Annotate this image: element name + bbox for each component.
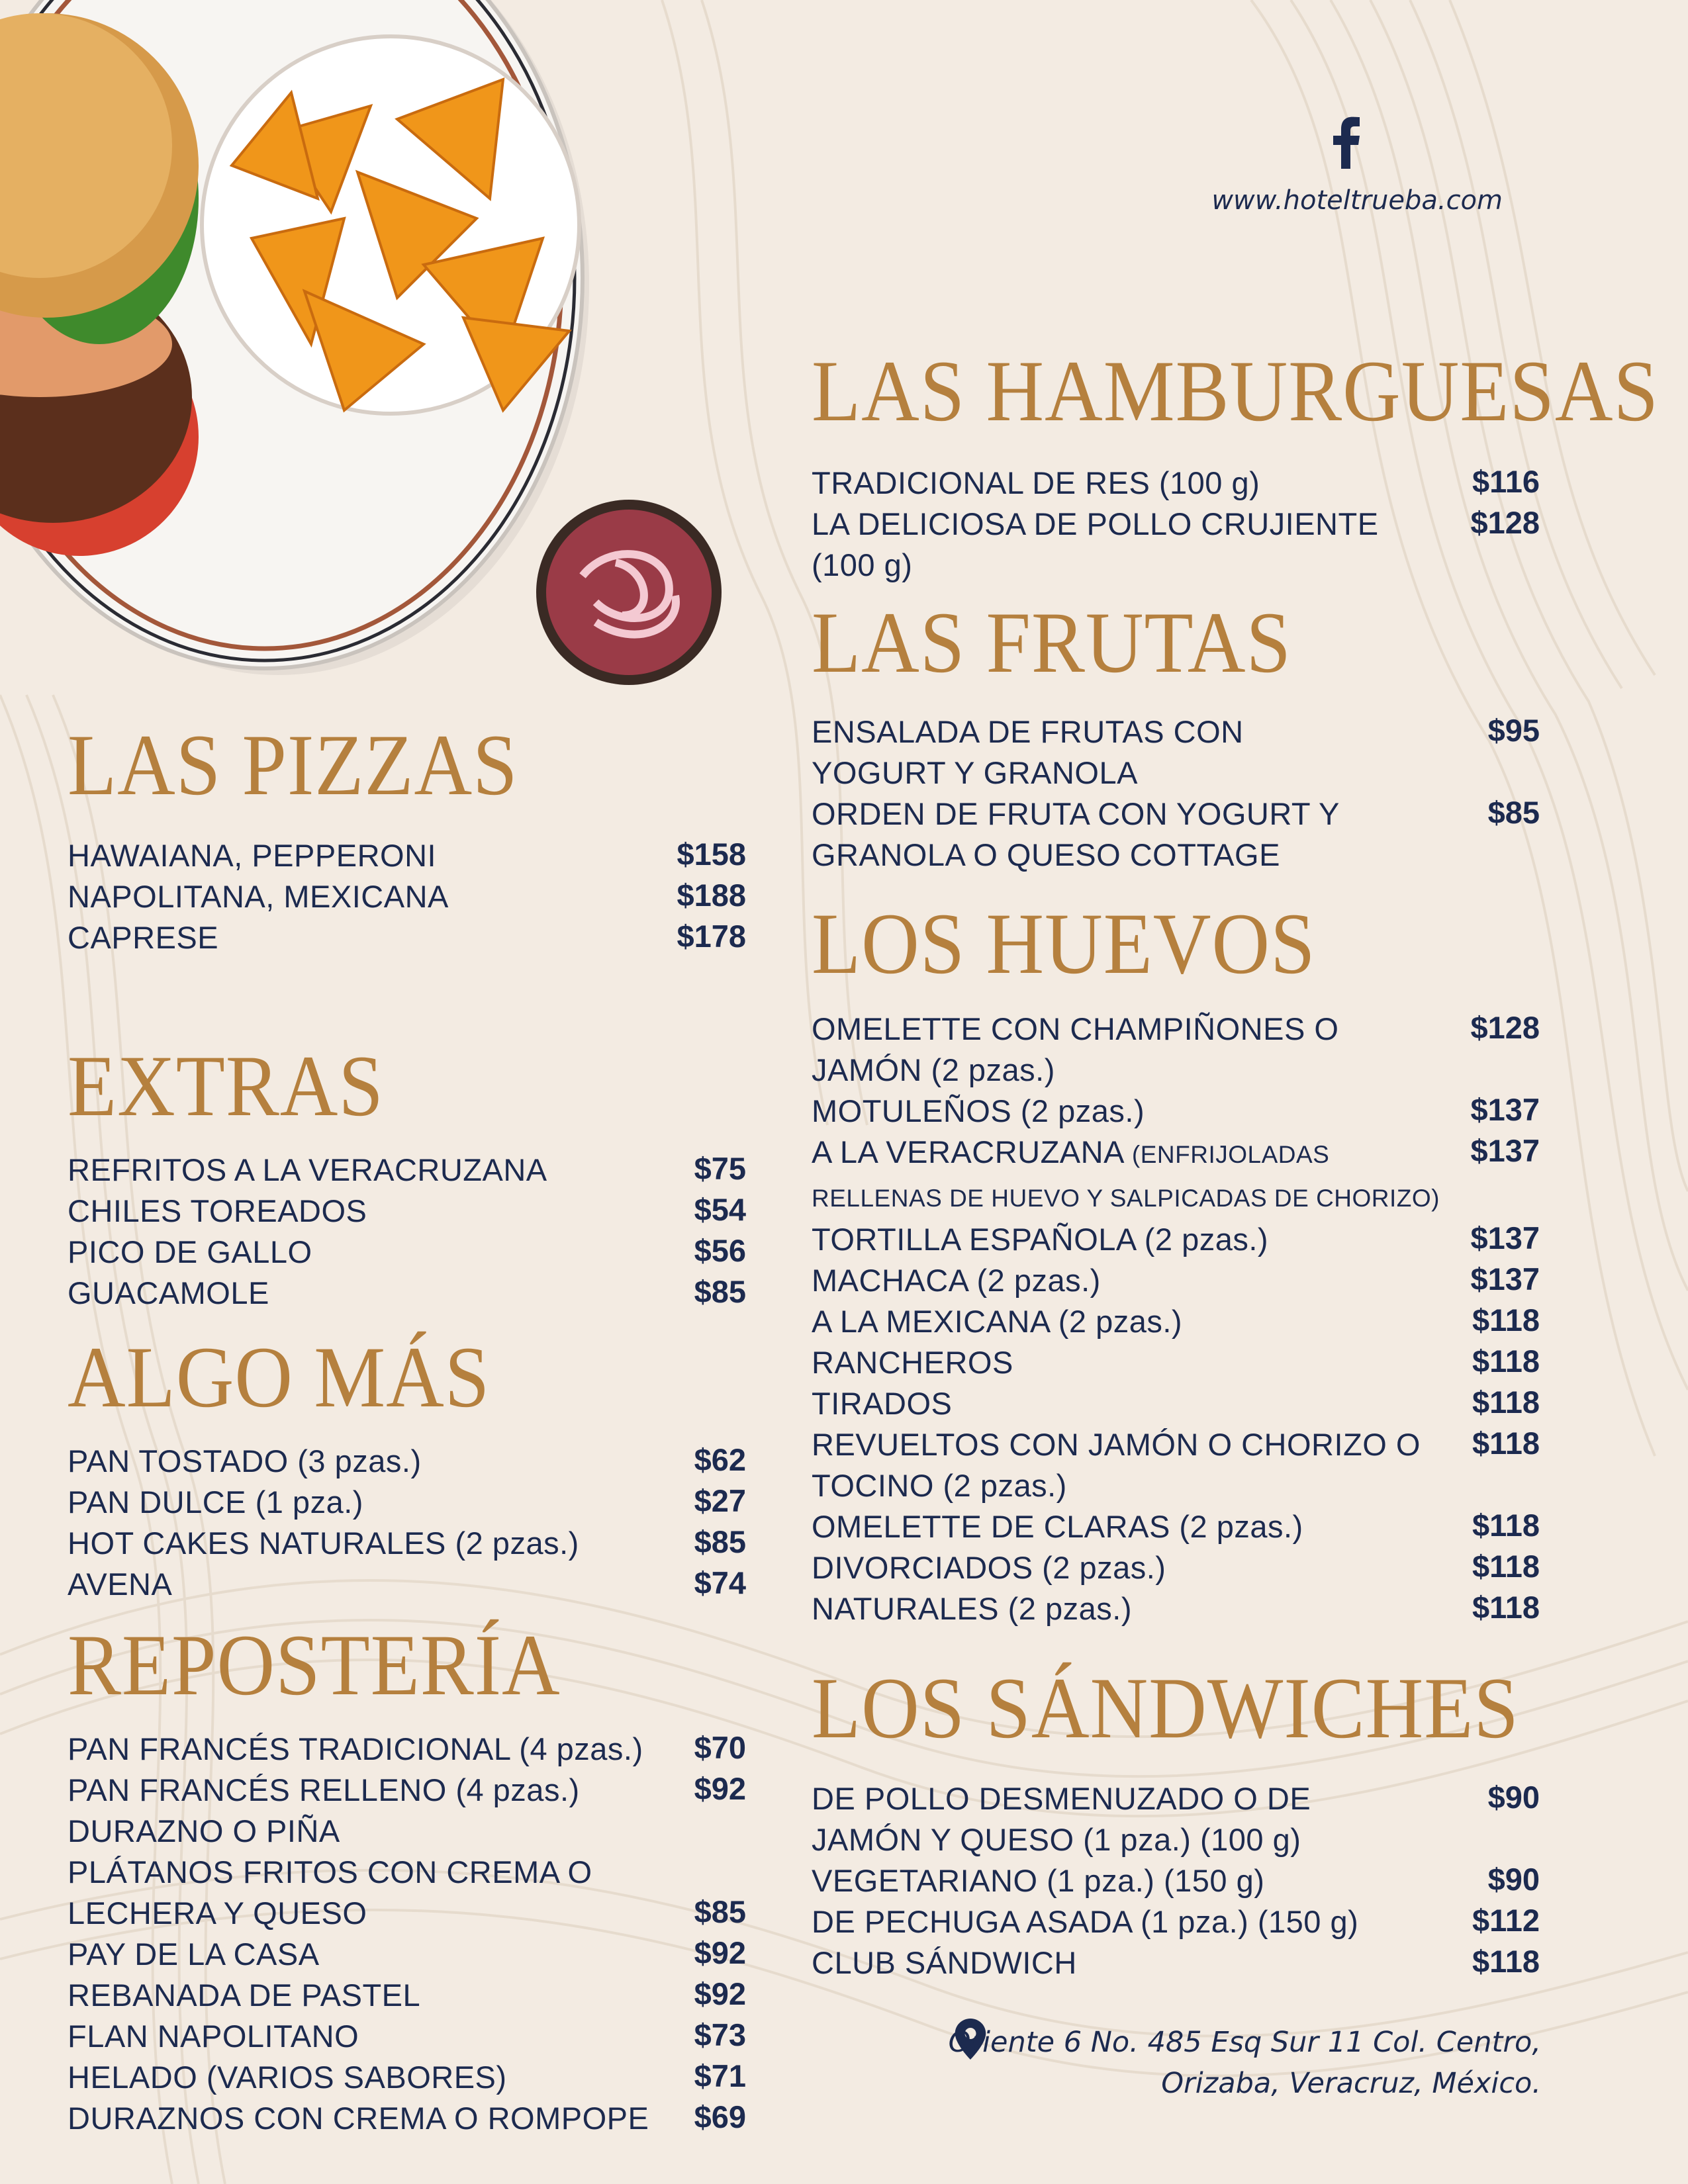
burger-plate-image: [0, 0, 741, 688]
menu-item: [68, 917, 746, 958]
item-name: GUACAMOLE: [68, 1275, 269, 1310]
menu-item: [812, 1901, 1540, 1942]
item-price: $137: [1470, 1092, 1540, 1127]
item-price: $62: [694, 1442, 746, 1477]
item-price: $112: [1472, 1903, 1540, 1938]
item-name: PAN TOSTADO (3 pzas.): [68, 1443, 422, 1479]
menu-item: [812, 504, 1540, 586]
item-name: DIVORCIADOS (2 pzas.): [812, 1550, 1166, 1585]
item-price: $158: [677, 837, 746, 872]
section-sandwiches: [812, 1659, 1540, 1983]
item-name: DURAZNOS CON CREMA O ROMPOPE: [68, 2101, 649, 2136]
item-price: $188: [677, 878, 746, 913]
item-price: $90: [1487, 1862, 1540, 1897]
menu-item: [812, 1383, 1540, 1424]
item-name: LECHERA Y QUESO: [68, 1895, 367, 1931]
menu-item: [68, 1523, 746, 1564]
section-title: ALGO MÁS: [68, 1328, 491, 1426]
item-name: LA DELICIOSA DE POLLO CRUJIENTE (100 g): [812, 506, 1379, 582]
item-name: CHILES TOREADOS: [68, 1193, 367, 1228]
menu-item: [812, 1547, 1540, 1588]
item-name: HELADO (VARIOS SABORES): [68, 2060, 507, 2095]
item-price: $73: [694, 2017, 746, 2052]
item-name: NAPOLITANA, MEXICANA: [68, 879, 449, 914]
menu-item: [68, 1273, 746, 1314]
item-price: $118: [1472, 1944, 1540, 1979]
item-name: REBANADA DE PASTEL: [68, 1978, 421, 2013]
menu-item: [812, 1009, 1540, 1091]
menu-item: [68, 876, 746, 917]
section-frutas: [812, 594, 1540, 876]
item-name: OMELETTE CON CHAMPIÑONES O JAMÓN (2 pzas.): [812, 1011, 1339, 1087]
item-price: $116: [1472, 464, 1540, 499]
address-line-2: Orizaba, Veracruz, México.: [1161, 2067, 1541, 2100]
item-name-main: A LA VERACRUZANA: [812, 1134, 1123, 1169]
section-title: LOS SÁNDWICHES: [812, 1659, 1519, 1756]
item-name: REFRITOS A LA VERACRUZANA: [68, 1152, 547, 1187]
menu-item: [812, 1301, 1540, 1342]
menu-item: [812, 1342, 1540, 1383]
item-price: $70: [694, 1730, 746, 1765]
menu-item: [812, 1942, 1540, 1983]
item-name: PICO DE GALLO: [68, 1234, 312, 1269]
section-reposteria: [68, 1616, 746, 2139]
item-price: $128: [1470, 505, 1540, 540]
item-name: HOT CAKES NATURALES (2 pzas.): [68, 1525, 579, 1561]
item-name: MOTULEÑOS (2 pzas.): [812, 1093, 1145, 1128]
section-title: LAS FRUTAS: [812, 594, 1291, 691]
item-name: [812, 1132, 1457, 1219]
section-extras: [68, 1037, 746, 1314]
menu-item: [68, 2016, 746, 2057]
section-title: EXTRAS: [68, 1037, 384, 1134]
item-price: $85: [694, 1894, 746, 1929]
menu-item: [812, 463, 1540, 504]
item-name: VEGETARIANO (1 pza.) (150 g): [812, 1863, 1265, 1898]
menu-item: [68, 2057, 746, 2098]
item-name: A LA MEXICANA (2 pzas.): [812, 1304, 1183, 1339]
item-name: FLAN NAPOLITANO: [68, 2019, 359, 2054]
menu-item: [68, 1770, 746, 1811]
menu-item: [68, 1482, 746, 1523]
section-title: LAS PIZZAS: [68, 716, 518, 813]
menu-item: [812, 1424, 1540, 1506]
item-name: TRADICIONAL DE RES (100 g): [812, 465, 1260, 500]
item-name: TIRADOS: [812, 1386, 953, 1421]
menu-item: [68, 1441, 746, 1482]
item-name: OMELETTE DE CLARAS (2 pzas.): [812, 1509, 1303, 1544]
item-price: $92: [694, 1935, 746, 1970]
item-price: $178: [677, 919, 746, 954]
menu-item: [812, 1860, 1540, 1901]
item-name: AVENA: [68, 1567, 173, 1602]
menu-item: [68, 1564, 746, 1605]
address-line-1: Oriente 6 No. 485 Esq Sur 11 Col. Centro,: [948, 2026, 1541, 2059]
menu-item: [812, 794, 1540, 876]
address: [949, 2022, 1541, 2104]
item-name: REVUELTOS CON JAMÓN O CHORIZO O TOCINO (2 pzas.): [812, 1427, 1421, 1503]
item-price: $85: [694, 1274, 746, 1309]
item-price: $95: [1487, 713, 1540, 748]
menu-item: [812, 1778, 1540, 1860]
header-contact: [1172, 116, 1503, 222]
menu-item: [68, 1729, 746, 1770]
item-name: PAN FRANCÉS TRADICIONAL (4 pzas.): [68, 1731, 643, 1766]
menu-item: [812, 1091, 1540, 1132]
item-price: $128: [1470, 1010, 1540, 1045]
item-price: $137: [1470, 1261, 1540, 1297]
item-name: DE POLLO DESMENUZADO O DE JAMÓN Y QUESO (1 pza.) (100 g): [812, 1781, 1311, 1857]
section-title: LAS HAMBURGUESAS: [812, 342, 1659, 439]
menu-item: [68, 1150, 746, 1191]
menu-item: [68, 835, 746, 876]
item-price: $75: [694, 1151, 746, 1186]
item-price: $69: [694, 2099, 746, 2134]
item-name: NATURALES (2 pzas.): [812, 1591, 1132, 1626]
menu-item: [68, 1191, 746, 1232]
menu-item: [68, 1934, 746, 1975]
menu-item: [68, 1975, 746, 2016]
facebook-icon[interactable]: [1328, 116, 1362, 169]
item-name: PAY DE LA CASA: [68, 1936, 320, 1972]
item-price: $74: [694, 1565, 746, 1600]
section-huevos: [812, 895, 1540, 1629]
menu-item: [68, 1232, 746, 1273]
item-price: $92: [694, 1771, 746, 1806]
item-price: $118: [1472, 1508, 1540, 1543]
item-name: RANCHEROS: [812, 1345, 1013, 1380]
item-price: $56: [694, 1233, 746, 1268]
item-price: $137: [1470, 1220, 1540, 1255]
section-algo-mas: [68, 1328, 746, 1605]
menu-item: [812, 1588, 1540, 1629]
item-price: $85: [1487, 795, 1540, 830]
item-name: MACHACA (2 pzas.): [812, 1263, 1101, 1298]
item-name: CLUB SÁNDWICH: [812, 1945, 1077, 1980]
item-name: PAN FRANCÉS RELLENO (4 pzas.): [68, 1772, 580, 1807]
section-pizzas: [68, 716, 746, 958]
item-note: (ENFRIJOLADAS RELLENAS DE HUEVO Y SALPICADAS DE CHORIZO): [812, 1141, 1440, 1212]
item-price: $118: [1472, 1343, 1540, 1379]
item-name: CAPRESE: [68, 920, 219, 955]
item-price: $118: [1472, 1302, 1540, 1338]
item-name: PAN DULCE (1 pza.): [68, 1484, 363, 1520]
item-name: ENSALADA DE FRUTAS CON YOGURT Y GRANOLA: [812, 714, 1244, 790]
menu-item: [68, 1893, 746, 1934]
menu-item: [812, 1260, 1540, 1301]
section-title: LOS HUEVOS: [812, 895, 1316, 992]
menu-item: [68, 1811, 746, 1852]
item-price: $118: [1472, 1426, 1540, 1461]
item-price: $27: [694, 1483, 746, 1518]
item-price: $71: [694, 2058, 746, 2093]
item-price: $85: [694, 1524, 746, 1559]
item-name: ORDEN DE FRUTA CON YOGURT Y GRANOLA O QUESO COTTAGE: [812, 796, 1339, 872]
website-link[interactable]: www.hoteltrueba.com: [1211, 185, 1503, 216]
menu-item: [68, 2098, 746, 2139]
item-name: DE PECHUGA ASADA (1 pza.) (150 g): [812, 1904, 1359, 1939]
item-name: TORTILLA ESPAÑOLA (2 pzas.): [812, 1222, 1269, 1257]
item-price: $90: [1487, 1780, 1540, 1815]
menu-item: [812, 1219, 1540, 1260]
menu-item: [812, 1132, 1540, 1219]
item-price: $118: [1472, 1549, 1540, 1584]
item-price: $118: [1472, 1590, 1540, 1625]
menu-item: [68, 1852, 746, 1893]
menu-item: [812, 711, 1540, 794]
section-title: REPOSTERÍA: [68, 1616, 561, 1713]
item-price: $118: [1472, 1385, 1540, 1420]
item-price: $54: [694, 1192, 746, 1227]
item-name: HAWAIANA, PEPPERONI: [68, 838, 437, 873]
item-name: PLÁTANOS FRITOS CON CREMA O: [68, 1854, 592, 1889]
item-name: DURAZNO O PIÑA: [68, 1813, 340, 1848]
section-hamburguesas: [812, 342, 1659, 586]
item-price: $92: [694, 1976, 746, 2011]
item-price: $137: [1470, 1133, 1540, 1168]
menu-item: [812, 1506, 1540, 1547]
